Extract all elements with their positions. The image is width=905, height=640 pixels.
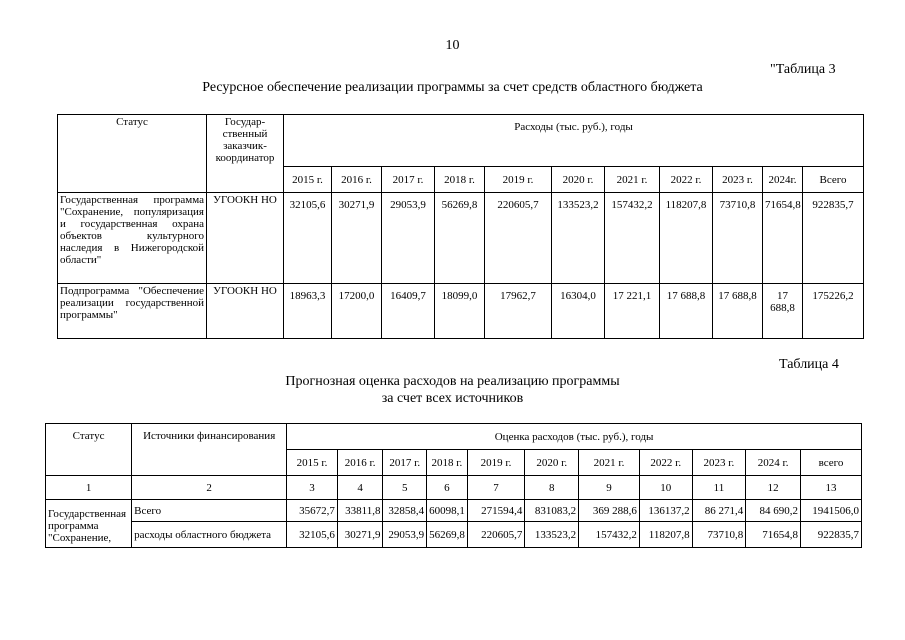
row-source: расходы областного бюджета <box>132 522 287 548</box>
program-status: Государственная программа "Сохранение, <box>46 500 132 548</box>
year-header: 2023 г. <box>713 167 763 193</box>
value-cell: 1941506,0 <box>801 500 862 522</box>
row-status: Государственная программа "Сохранение, популяризация и государственная охрана объектов культурного наследия в Нижегородской области" <box>58 193 207 284</box>
row-customer: УГООКН НО <box>207 193 284 284</box>
value-cell: 56269,8 <box>427 522 468 548</box>
value-cell: 32858,4 <box>383 500 427 522</box>
table3-label: "Таблица 3 <box>770 62 836 77</box>
column-number: 11 <box>692 476 746 500</box>
value-cell: 220605,7 <box>467 522 525 548</box>
year-header: 2016 г. <box>337 450 383 476</box>
column-number: 7 <box>467 476 525 500</box>
value-cell: 220605,7 <box>485 193 552 284</box>
column-number: 13 <box>801 476 862 500</box>
column-number: 9 <box>579 476 640 500</box>
value-cell: 29053,9 <box>383 522 427 548</box>
value-cell: 30271,9 <box>337 522 383 548</box>
year-header: 2017 г. <box>382 167 435 193</box>
value-cell: 369 288,6 <box>579 500 640 522</box>
value-cell: 71654,8 <box>763 193 803 284</box>
value-cell: 136137,2 <box>639 500 692 522</box>
value-cell: 17 221,1 <box>605 284 660 339</box>
table4-caption-line2: за счет всех источников <box>381 391 524 406</box>
value-cell: 30271,9 <box>332 193 382 284</box>
year-header: 2015 г. <box>287 450 338 476</box>
value-cell: 157432,2 <box>605 193 660 284</box>
value-cell: 86 271,4 <box>692 500 746 522</box>
value-cell: 71654,8 <box>746 522 801 548</box>
value-cell: 922835,7 <box>803 193 864 284</box>
value-cell: 118207,8 <box>660 193 713 284</box>
value-cell: 831083,2 <box>525 500 579 522</box>
value-cell: 175226,2 <box>803 284 864 339</box>
value-cell: 133523,2 <box>552 193 605 284</box>
value-cell: 17200,0 <box>332 284 382 339</box>
column-number: 10 <box>639 476 692 500</box>
value-cell: 271594,4 <box>467 500 525 522</box>
year-header: 2016 г. <box>332 167 382 193</box>
value-cell: 73710,8 <box>713 193 763 284</box>
value-cell: 133523,2 <box>525 522 579 548</box>
column-number: 6 <box>427 476 468 500</box>
value-cell: 17 688,8 <box>713 284 763 339</box>
column-number: 3 <box>287 476 338 500</box>
row-status: Подпрограмма "Обеспечение реализации государственной программы" <box>58 284 207 339</box>
header-expenses: Расходы (тыс. руб.), годы <box>284 115 864 167</box>
header-customer: Государ-ственный заказчик-координатор <box>207 115 284 193</box>
value-cell: 18963,3 <box>284 284 332 339</box>
year-header: 2018 г. <box>435 167 485 193</box>
value-cell: 18099,0 <box>435 284 485 339</box>
year-header: 2015 г. <box>284 167 332 193</box>
row-customer: УГООКН НО <box>207 284 284 339</box>
value-cell: 17 688,8 <box>763 284 803 339</box>
year-header: 2019 г. <box>485 167 552 193</box>
value-cell: 17962,7 <box>485 284 552 339</box>
year-header: 2020 г. <box>525 450 579 476</box>
value-cell: 118207,8 <box>639 522 692 548</box>
year-header: 2023 г. <box>692 450 746 476</box>
value-cell: 17 688,8 <box>660 284 713 339</box>
value-cell: 29053,9 <box>382 193 435 284</box>
value-cell: 16409,7 <box>382 284 435 339</box>
value-cell: 56269,8 <box>435 193 485 284</box>
column-number: 12 <box>746 476 801 500</box>
column-number: 8 <box>525 476 579 500</box>
year-header: 2020 г. <box>552 167 605 193</box>
column-number: 1 <box>46 476 132 500</box>
column-number: 4 <box>337 476 383 500</box>
year-header: 2019 г. <box>467 450 525 476</box>
header-estimate: Оценка расходов (тыс. руб.), годы <box>287 424 862 450</box>
table4-caption-line1: Прогнозная оценка расходов на реализацию программы <box>285 374 620 389</box>
header-status: Статус <box>46 424 132 476</box>
year-header: 2024г. <box>763 167 803 193</box>
value-cell: 35672,7 <box>287 500 338 522</box>
year-header: Всего <box>803 167 864 193</box>
year-header: 2017 г. <box>383 450 427 476</box>
resource-table <box>57 114 864 339</box>
value-cell: 84 690,2 <box>746 500 801 522</box>
page-number: 10 <box>445 38 460 53</box>
header-status: Статус <box>58 115 207 193</box>
value-cell: 32105,6 <box>287 522 338 548</box>
column-number: 5 <box>383 476 427 500</box>
year-header: 2018 г. <box>427 450 468 476</box>
year-header: 2022 г. <box>660 167 713 193</box>
column-number: 2 <box>132 476 287 500</box>
value-cell: 922835,7 <box>801 522 862 548</box>
year-header: всего <box>801 450 862 476</box>
value-cell: 73710,8 <box>692 522 746 548</box>
value-cell: 33811,8 <box>337 500 383 522</box>
row-source: Всего <box>132 500 287 522</box>
value-cell: 32105,6 <box>284 193 332 284</box>
value-cell: 157432,2 <box>579 522 640 548</box>
table3-caption: Ресурсное обеспечение реализации программы за счет средств областного бюджета <box>202 80 703 95</box>
value-cell: 16304,0 <box>552 284 605 339</box>
year-header: 2024 г. <box>746 450 801 476</box>
year-header: 2021 г. <box>579 450 640 476</box>
year-header: 2022 г. <box>639 450 692 476</box>
table4-label: Таблица 4 <box>779 357 839 372</box>
forecast-table <box>45 423 862 548</box>
header-sources: Источники финансирования <box>132 424 287 476</box>
year-header: 2021 г. <box>605 167 660 193</box>
value-cell: 60098,1 <box>427 500 468 522</box>
